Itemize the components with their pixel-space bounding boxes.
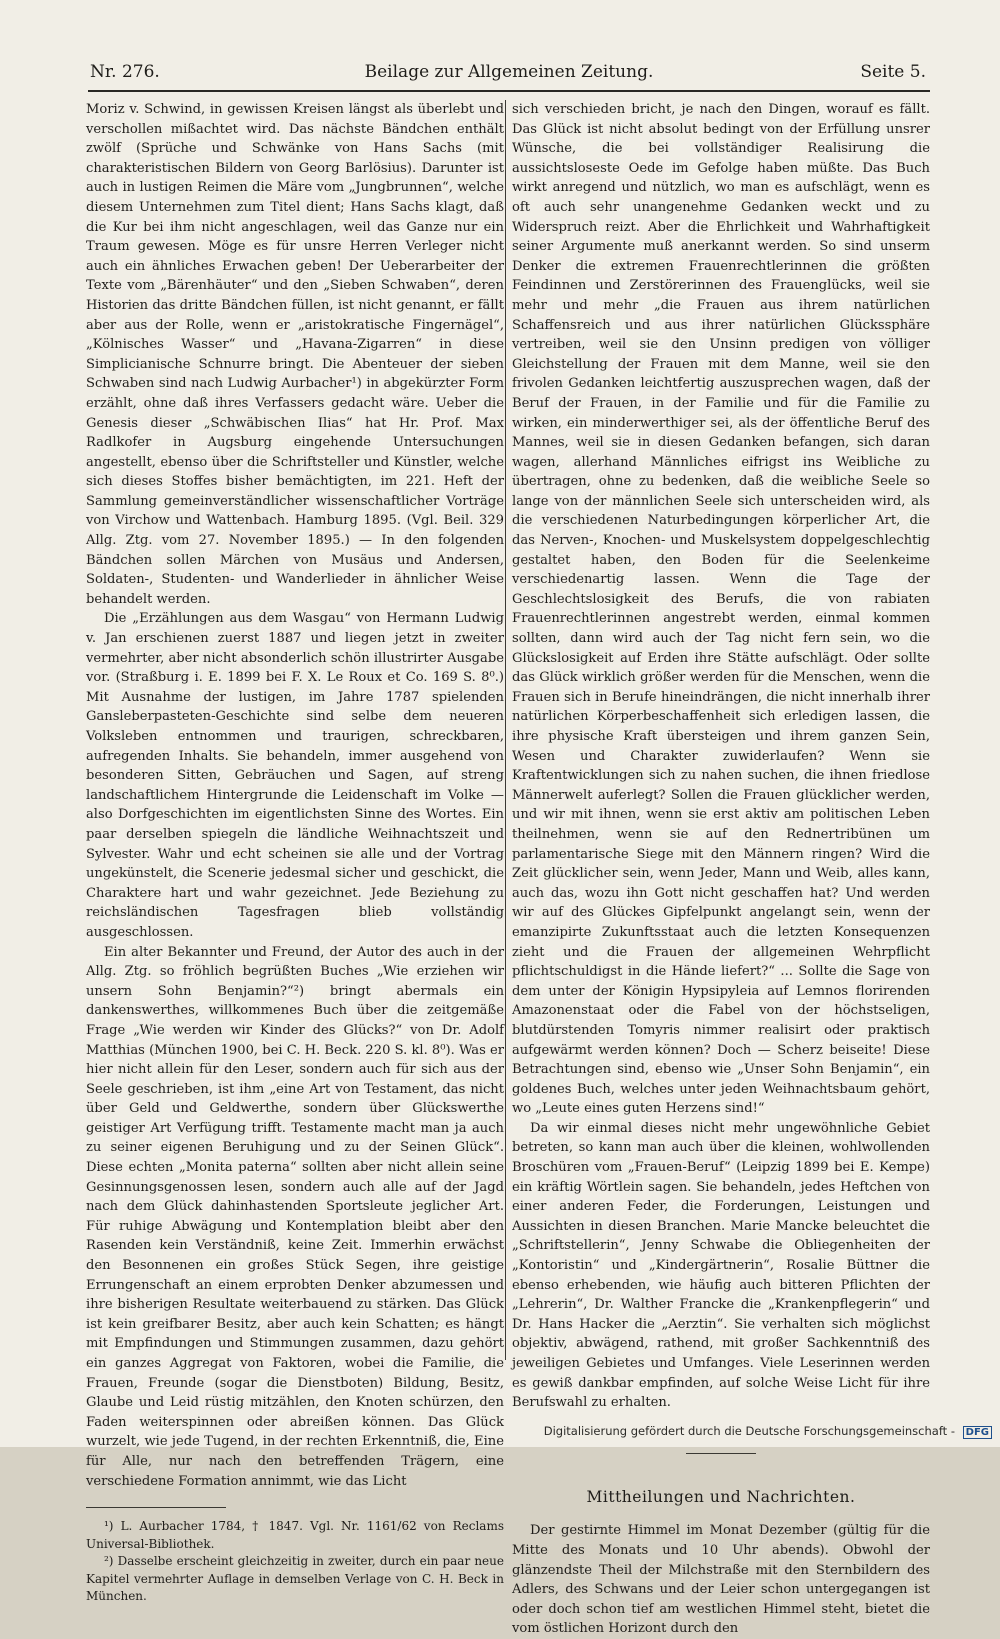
paragraph-schwind: Moriz v. Schwind, in gewissen Kreisen längst als überlebt und verschollen mißachtet wird. Das nächste Bändchen enthält zwölf (Sprüche und Schwänke von Hans Sachs (mit charakteristischen Bildern von Georg Barlösius). Darunter ist auch in lustigen Reimen die Märe vom „Jungbrunnen“, welche diesem Unternehmen zum Titel dient; Hans Sachs klagt, daß die Kur bei ihm nicht angeschlagen, weil das Ganze nur ein Traum gewesen. Möge es für unsre Herren Verleger nicht auch ein ähnliches Erwachen geben! Der Ueberarbeiter der Texte vom „Bärenhäuter“ und den „Sieben Schwaben“, deren Historien das dritte Bändchen füllen, ist nicht genannt, er fällt aber aus der Rolle, wenn er „aristokratische Fingernägel“, „Kölnisches Wasser“ und „Havana-Zigarren“ in diese Simplicianische Schnurre bringt. Die Abenteuer der sieben Schwaben sind nach Ludwig Aurbacher¹) in abgekürzter Form erzählt, ohne daß ihres Verfassers gedacht wäre. Ueber die Genesis dieser „Schwäbischen Ilias“ hat Hr. Prof. Max Radlkofer in Augsburg eingehende Untersuchungen angestellt, ebenso über die Schriftsteller und Künstler, welche sich dieses Stoffes bisher bemächtigten, im 221. Heft der Sammlung gemeinverständlicher wissenschaftlicher Vorträge von Virchow und Wattenbach. Hamburg 1895. (Vgl. Beil. 329 Allg. Ztg. vom 27. November 1895.) — In den folgenden Bändchen sollen Märchen von Musäus und Andersen, Soldaten-, Studenten- und Wanderlieder in ähnlicher Weise behandelt werden. [86,102,504,607]
paragraph-matthias: Ein alter Bekannter und Freund, der Autor des auch in der Allg. Ztg. so fröhlich begrüßten Buches „Wie erziehen wir unsern Sohn Benjamin?“²) bringt abermals ein dankenswerthes, willkommenes Buch über die zeitgemäße Frage „Wie werden wir Kinder des Glücks?“ von Dr. Adolf Matthias (München 1900, bei C. H. Beck. 220 S. kl. 8⁰). Was er hier nicht allein für den Leser, sondern auch für sich aus der Seele geschrieben, ist ihm „eine Art von Testament, das nicht über Geld und Geldwerthe, sondern über Glückswerthe geistiger Art Verfügung trifft. Testamente macht man ja auch zu seiner eigenen Beruhigung und zu der Seinen Glück“. Diese echten „Monita paterna“ sollten aber nicht allein seine Gesinnungsgenossen lesen, sondern auch alle auf der Jagd nach dem Glück dahinhastenden Sportsleute jeglicher Art. Für ruhige Abwägung und Kontemplation bleibt aber den Rasenden kein Verständniß, keine Zeit. Immerhin erwächst den Besonnenen ein großes Stück Segen, ihre geistige Errungenschaft an einem erprobten Denker abzumessen und ihre bisherigen Resultate weiterbauend zu stärken. Das Glück ist kein greifbarer Besitz, aber auch kein Schatten; es hängt mit Empfindungen und Stimmungen zusammen, dazu gehört ein ganzes Aggregat von Faktoren, wobei die Familie, die Frauen, Freunde (sogar die Dienstboten) Bildung, Besitz, Glaube und Leid rüstig mitzählen, den Knoten schürzen, den Faden weiterspinnen oder abreißen können. Das Glück wurzelt, wie jede Tugend, in der rechten Erkenntniß, die, Eine für Alle, nur nach den betreffenden Trägern, eine verschiedene Formation annimmt, wie das Licht [86,944,504,1489]
footnote-2: ²) Dasselbe erscheint gleichzeitig in zweiter, durch ein paar neue Kapitel vermehrter Auflage in demselben Verlage von C. H. Beck in München. [86,1554,504,1604]
section-divider [686,1453,756,1454]
digitization-credit [544,1424,992,1439]
page-number: Seite 5. [860,62,926,82]
paragraph-wasgau: Die „Erzählungen aus dem Wasgau“ von Hermann Ludwig v. Jan erschienen zuerst 1887 und liegen jetzt in zweiter vermehrter, aber nicht absonderlich schön illustrirter Ausgabe vor. (Straßburg i. E. 1899 bei F. X. Le Roux et Co. 169 S. 8⁰.) Mit Ausnahme der lustigen, im Jahre 1787 spielenden Gansleberpasteten-Geschichte sind selbe dem neueren Volksleben entnommen und traurigen, schreckbaren, aufregenden Inhalts. Sie behandeln, immer ausgehend von besonderen Sitten, Gebräuchen und Sagen, auf streng landschaftlichem Hintergrunde die Leidenschaft im Volke — also Dorfgeschichten im eigentlichsten Sinne des Wortes. Ein paar derselben spiegeln die ländliche Weihnachtszeit und Sylvester. Wahr und echt scheinen sie alle und der Vortrag ungekünstelt, die Scenerie jedesmal sicher und geschickt, die Charaktere hart und wahr gezeichnet. Jede Beziehung zu reichsländischen Tagesfragen blieb vollständig ausgeschlossen. [86,611,504,940]
dfg-logo: DFG [963,1426,992,1439]
paragraph-himmel: Der gestirnte Himmel im Monat Dezember (gültig für die Mitte des Monats und 10 Uhr abends). Obwohl der glänzendste Theil der Milchstraße mit den Sternbildern des Adlers, des Schwans und der Leier schon untergegangen ist oder doch schon tief am westlichen Himmel steht, bietet die vom östlichen Horizont durch den [512,1523,930,1637]
paragraph-glueck: sich verschieden bricht, je nach den Dingen, worauf es fällt. Das Glück ist nicht absolut bedingt von der Erfüllung unsrer Wünsche, die bei vollständiger Realisirung die aussichtsloseste Oede im Gefolge haben müßte. Das Buch wirkt anregend und nützlich, wo man es aufschlägt, wenn es oft auch sehr unangenehme Gedanken weckt und zu Widerspruch reizt. Aber die Ehrlichkeit und Wahrhaftigkeit seiner Argumente muß anerkannt werden. So sind unserm Denker die extremen Frauenrechtlerinnen die größten Feindinnen und Zerstörerinnen des Frauenglücks, weil sie mehr und mehr „die Frauen aus ihrem natürlichen Schaffensreich und aus ihrer natürlichen Glückssphäre vertreiben, weil sie den Unsinn predigen von völliger Gleichstellung der Frauen mit dem Manne, weil sie den frivolen Gedanken leichtfertig auszusprechen wagen, daß der Beruf der Frauen, in der Familie und für die Familie zu wirken, ein minderwerthiger sei, als der öffentliche Beruf des Mannes, weil sie in diesen Gedanken befangen, sich daran wagen, allerhand Männliches eifrigst ins Weibliche zu übertragen, ohne zu bedenken, daß die weibliche Seele so lange von der männlichen Seele sich unterscheiden wird, als die verschiedenen Naturbedingungen körperlicher Art, die das Nerven-, Knochen- und Muskelsystem doppelgeschlechtig gestaltet haben, den Boden für die Seelenkeime verschiedenartig lassen. Wenn die Tage der Geschlechtslosigkeit des Berufs, die von rabiaten Frauenrechtlerinnen angestrebt werden, einmal kommen sollten, dann wird auch der Tag nicht fern sein, wo die Glückslosigkeit auf Erden ihre Stätte aufschlägt. Oder sollte das Glück wirklich größer werden für die Menschen, wenn die Frauen sich in Berufe hineindrängen, die nicht innerhalb ihrer natürlichen Körperbeschaffenheit sich erledigen lassen, die ihre physische Kraft übersteigen und ihrem ganzen Sein, Wesen und Charakter zuwiderlaufen? Wenn sie Kraftentwicklungen sich zu nahen suchen, die ihnen friedlose Männerwelt auferlegt? Sollen die Frauen glücklicher werden, und wir mit ihnen, wenn sie erst aktiv am politischen Leben theilnehmen, wenn sie auf den Rednertribünen um parlamentarische Siege mit den Männern ringen? Wird die Zeit glücklicher sein, wenn Jeder, Mann und Weib, alles kann, auch das, wozu ihn Gott nicht geschaffen hat? Und werden wir auf des Glückes Gipfelpunkt angelangt sein, wenn der emanzipirte Zukunftsstaat auch die letzten Konsequenzen zieht und die Frauen der allgemeinen Wehrpflicht pflichtschuldigst in die Hände liefert?“ ... Sollte die Sage von dem unter der Königin Hypsipyleia auf Lemnos florirenden Amazonenstaat oder die Fabel von der höchstseligen, blutdürstenden Tomyris nimmer realisirt oder praktisch aufgewärmt werden können? Doch — Scherz beiseite! Diese Betrachtungen sind, ebenso wie „Unser Sohn Benjamin“, ein goldenes Buch, welches unter jeden Weihnachtsbaum gehört, wo „Leute eines guten Herzens sind!“ [512,102,930,1117]
supplement-title: Beilage zur Allgemeinen Zeitung. [364,62,654,82]
column-divider [505,100,506,1360]
page-header [88,56,930,92]
footnote-1: ¹) L. Aurbacher 1784, † 1847. Vgl. Nr. 1161/62 von Reclams Universal-Bibliothek. [86,1519,504,1551]
footnote-divider [86,1507,226,1508]
section-title: Mittheilungen und Nachrichten. [586,1487,856,1506]
issue-number: Nr. 276. [90,62,160,82]
paragraph-frauenberuf: Da wir einmal dieses nicht mehr ungewöhnliche Gebiet betreten, so kann man auch über die kleinen, wohlwollenden Broschüren vom „Frauen-Beruf“ (Leipzig 1899 bei E. Kempe) ein kräftig Wörtlein sagen. Sie behandeln, jedes Heftchen von einer anderen Feder, die Forderungen, Leistungen und Aussichten in diesen Branchen. Marie Mancke beleuchtet die „Schriftstellerin“, Jenny Schwabe die Obliegenheiten der „Kontoristin“ und „Kindergärtnerin“, Rosalie Büttner die ebenso erhebenden, wie häufig auch bitteren Pflichten der „Lehrerin“, Dr. Walther Francke die „Krankenpflegerin“ und Dr. Hans Hacker die „Aerztin“. Sie verhalten sich möglichst objektiv, abwägend, rathend, mit großer Sachkenntniß des jeweiligen Gebietes und Umfanges. Viele Leserinnen werden es gewiß dankbar empfinden, auf solche Weise Licht für ihre Berufswahl zu erhalten. [512,1120,930,1411]
left-column [86,100,504,1604]
credit-text: Digitalisierung gefördert durch die Deutsche Forschungsgemeinschaft - [543,1424,955,1438]
